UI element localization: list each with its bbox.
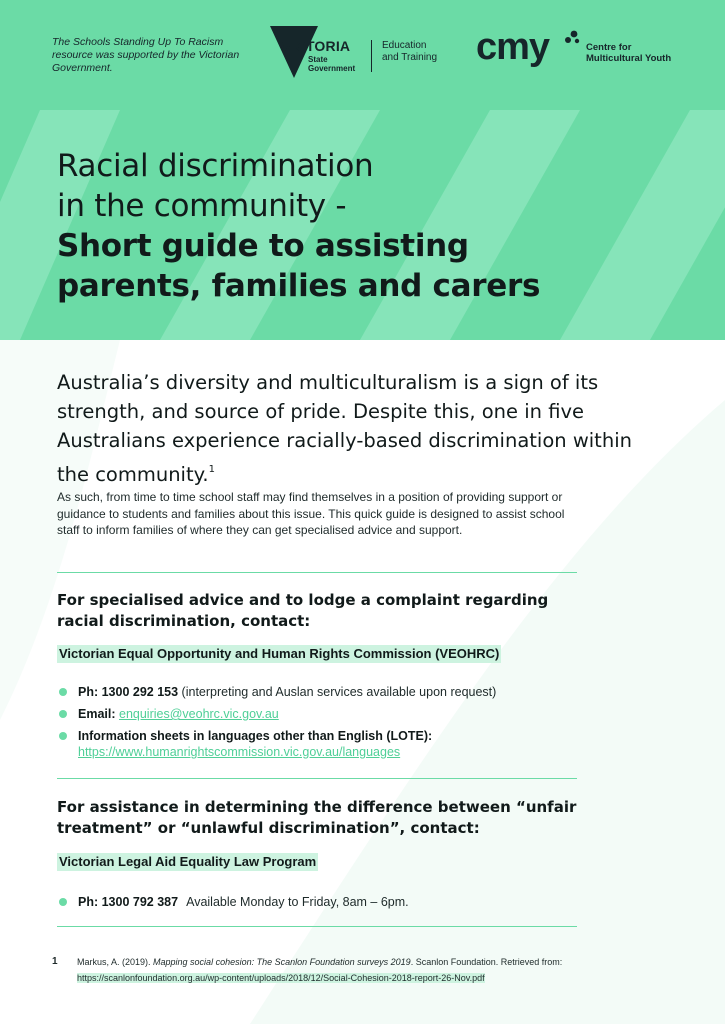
title-line: in the community -	[57, 188, 347, 224]
title-line: parents, families and carers	[57, 268, 541, 304]
bullet-icon	[59, 710, 67, 718]
phone-label: Ph: 1300 792 387	[78, 895, 179, 909]
cmy-logo	[476, 26, 696, 76]
list-item	[57, 894, 617, 910]
footnote-reference: 1	[208, 464, 215, 475]
footnote-url[interactable]: https://scanlonfoundation.org.au/wp-content/uploads/2018/12/Social-Cohesion-2018-report-26-Nov.pdf	[77, 973, 485, 983]
victoria-wordmark: VICTORIA	[282, 38, 351, 54]
support-note: The Schools Standing Up To Racism resource was supported by the Victorian Government.	[52, 36, 240, 74]
footnote-author: Markus, A. (2019).	[77, 957, 154, 967]
title-line: Racial discrimination	[57, 148, 374, 184]
phone-note: (interpreting and Auslan services available upon request)	[178, 685, 497, 699]
availability-note: Available Monday to Friday, 8am – 6pm.	[186, 895, 409, 909]
org-name-legal-aid: Victorian Legal Aid Equality Law Program	[59, 854, 317, 869]
footnote-publisher: . Scanlon Foundation. Retrieved from:	[410, 957, 563, 967]
cmy-full-name: Centre for Multicultural Youth	[586, 42, 672, 64]
page-title	[57, 146, 677, 306]
phone-label: Ph: 1300 292 153	[78, 685, 179, 699]
cmy-wordmark: cmy	[476, 26, 550, 68]
lead-paragraph	[57, 368, 647, 489]
email-link[interactable]: enquiries@veohrc.vic.gov.au	[119, 707, 279, 721]
footnote-work: Mapping social cohesion: The Scanlon Foundation surveys 2019	[153, 957, 411, 967]
list-item	[57, 706, 617, 722]
bullet-icon	[59, 898, 67, 906]
org-name-veohrc: Victorian Equal Opportunity and Human Rights Commission (VEOHRC)	[59, 646, 500, 661]
contact-list-veohrc	[57, 684, 617, 766]
lote-link[interactable]: https://www.humanrightscommission.vic.gov.au/languages	[78, 745, 401, 759]
lead-text: Australia’s diversity and multiculturalism is a sign of its strength, and source of pride. Despite this, one in five Australians experience racially-based discrimination within the community.	[57, 371, 632, 486]
section-heading-veohrc: For specialised advice and to lodge a complaint regarding racial discrimination, contact:	[57, 591, 549, 630]
lote-label: Information sheets in languages other than English (LOTE):	[78, 729, 433, 743]
state-government-label: State Government	[308, 55, 356, 73]
header-banner	[0, 0, 725, 340]
list-item	[57, 684, 617, 700]
education-training-label: Education and Training	[382, 40, 438, 63]
section-divider	[57, 778, 577, 779]
footnote-number: 1	[52, 956, 58, 967]
section-divider	[57, 572, 577, 573]
section-heading-legal-aid: For assistance in determining the difference between “unfair treatment” or “unlawful discrimination”, contact:	[57, 798, 577, 837]
bullet-icon	[59, 688, 67, 696]
contact-list-legal-aid	[57, 894, 617, 916]
section-divider	[57, 926, 577, 927]
victoria-government-logo	[268, 26, 448, 78]
cmy-dots-icon	[562, 28, 582, 48]
title-line: Short guide to assisting	[57, 228, 469, 264]
list-item	[57, 728, 617, 760]
email-label: Email:	[78, 707, 119, 721]
intro-paragraph: As such, from time to time school staff may find themselves in a position of providing support or guidance to students and families about this issue. This quick guide is designed to assist school staff to inform families of where they can get specialised advice and support.	[57, 490, 565, 537]
bullet-icon	[59, 732, 67, 740]
footnote-text	[77, 954, 617, 986]
logo-divider	[371, 40, 372, 72]
